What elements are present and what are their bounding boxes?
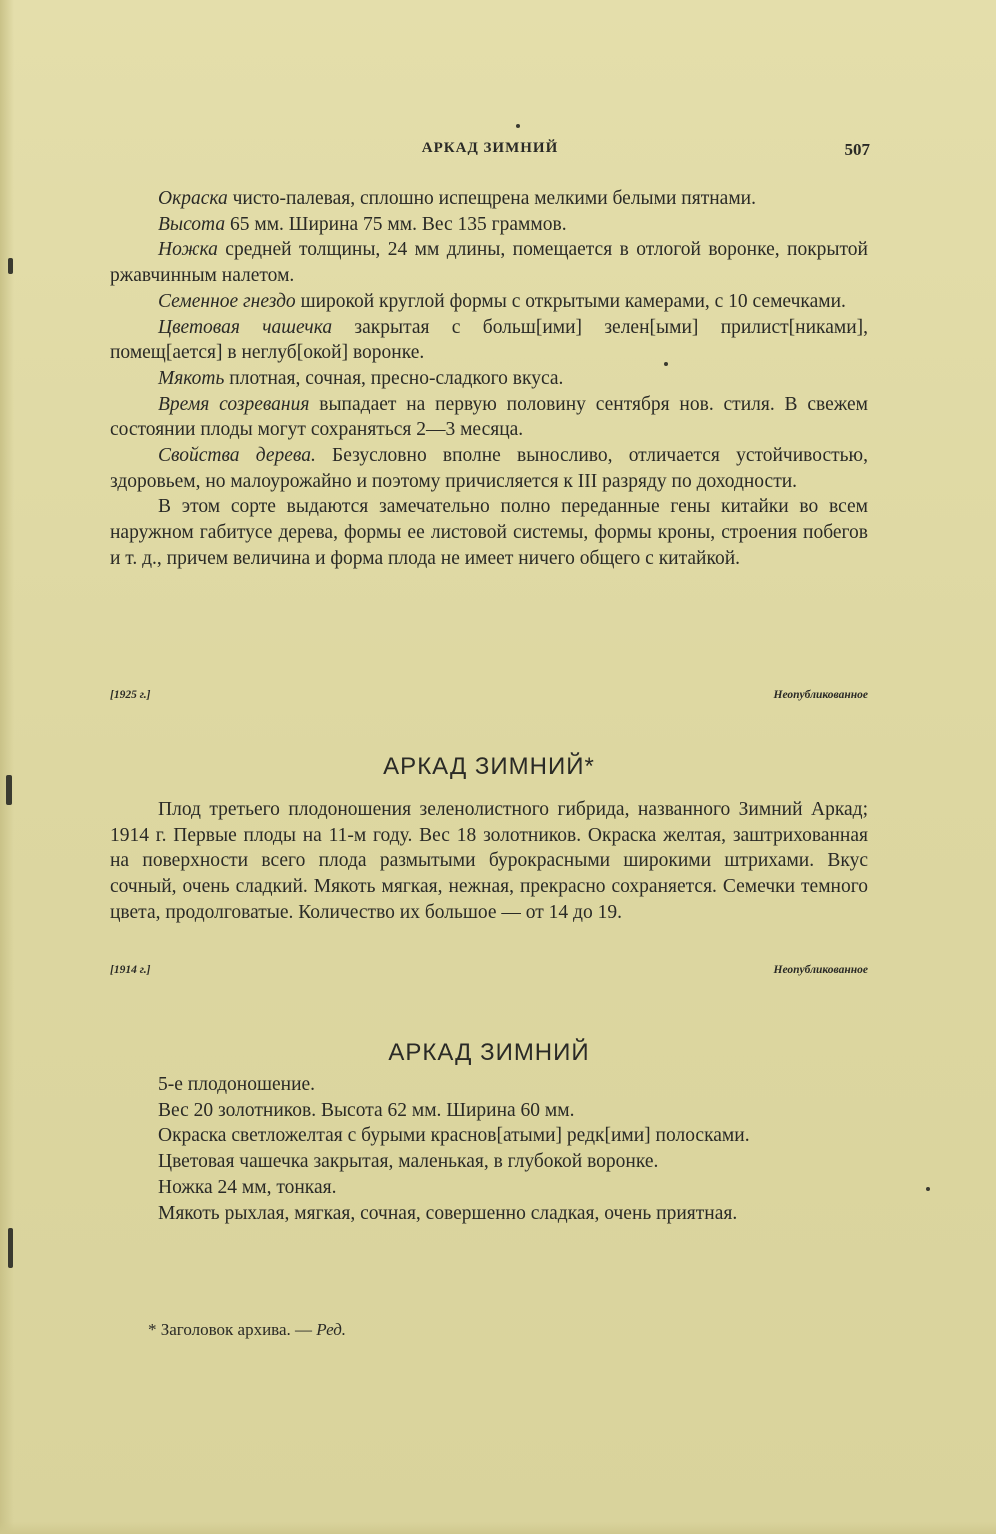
running-head (110, 140, 870, 164)
section-3-body (110, 1072, 868, 1226)
footnote-editor: Ред. (316, 1320, 347, 1339)
section-1-meta (110, 689, 868, 707)
paragraph (110, 494, 868, 571)
paragraph (110, 289, 868, 315)
term: Время созревания (158, 393, 310, 415)
scan-speck (926, 1187, 930, 1191)
footnote-text: * Заголовок архива. — (148, 1320, 317, 1339)
paragraph-text: закрытая с больш[ими] зелен[ыми] прилист[никами], помещ[ается] в неглуб[окой] воронке. (110, 316, 868, 364)
section-2-meta (110, 964, 868, 982)
section-2-title: АРКАД ЗИМНИЙ* (383, 753, 595, 780)
page-edge-shadow (0, 0, 14, 1534)
paragraph: Окраска светложелтая с бурыми краснов[атыми] редк[ими] полосками. (158, 1125, 750, 1147)
term: Ножка (158, 239, 218, 261)
paragraph (110, 237, 868, 288)
paragraph-text: В этом сорте выдаются замечательно полно переданные гены китайки во всем наружном габитусе дерева, формы ее листовой системы, формы кроны, строения побегов и т. д., причем величина и форма плода не имеет ничего общего с китайкой. (110, 496, 868, 569)
section-3-title: АРКАД ЗИМНИЙ (388, 1039, 590, 1066)
running-title: АРКАД ЗИМНИЙ (421, 140, 559, 156)
paragraph-text: Безусловно вполне выносливо, отличается устойчивостью, здоровьем, но малоурожайно и поэтому причисляется к III разряду по доходности. (110, 445, 868, 492)
paragraph (110, 366, 868, 392)
year-note: [1914 г.] (110, 964, 151, 976)
scan-speck (8, 1228, 13, 1268)
page-number: 507 (844, 140, 870, 159)
paragraph-text: чисто-палевая, сплошно испещрена мелкими белыми пятнами. (227, 188, 756, 209)
scan-speck (8, 258, 13, 274)
scan-speck (516, 124, 520, 128)
term: Свойства дерева. (158, 445, 316, 467)
paragraph-text: плотная, сочная, пресно-сладкого вкуса. (224, 367, 564, 389)
publication-status: Неопубликованное (773, 964, 868, 976)
paragraph (110, 443, 868, 494)
publication-status: Неопубликованное (773, 689, 868, 701)
paragraph: 5-е плодоношение. (158, 1074, 316, 1095)
term: Семенное гнездо (158, 290, 296, 312)
paragraph (110, 315, 868, 366)
year-note: [1925 г.] (110, 689, 151, 701)
scan-speck (6, 775, 12, 805)
paragraph: Вес 20 золотников. Высота 62 мм. Ширина 60 мм. (158, 1099, 575, 1121)
paragraph: Плод третьего плодоношения зеленолистного гибрида, названного Зимний Аркад; 1914 г. Первые плоды на 11-м году. Вес 18 золотников. Окраска желтая, заштрихованная на поверхности всего плода размытыми бурокрасными широкими штрихами. Вкус сочный, очень сладкий. Мякоть мягкая, нежная, прекрасно сохраняется. Семечки темного цвета, продолговатые. Количество их большое — от 14 до 19. (110, 799, 868, 923)
page-bottom-shadow (0, 1522, 996, 1534)
paragraph: Мякоть рыхлая, мягкая, сочная, совершенно сладкая, очень приятная. (158, 1202, 738, 1224)
paragraph (110, 392, 868, 443)
term: Высота (158, 213, 226, 235)
section-1-body (110, 186, 868, 572)
paragraph-text: средней толщины, 24 мм длины, помещается в отлогой воронке, покрытой ржавчинным налетом. (110, 239, 868, 287)
term: Окраска (158, 188, 228, 209)
scan-speck (664, 362, 668, 366)
paragraph: Ножка 24 мм, тонкая. (158, 1176, 337, 1198)
term: Мякоть (158, 367, 225, 389)
section-2-body (110, 797, 868, 926)
paragraph (110, 186, 868, 212)
term: Цветовая чашечка (158, 316, 333, 338)
paragraph-text: выпадает на первую половину сентября нов. стиля. В свежем состоянии плоды могут сохраняться 2—3 месяца. (110, 393, 868, 441)
footnote (148, 1320, 346, 1340)
paragraph: Цветовая чашечка закрытая, маленькая, в глубокой воронке. (158, 1151, 659, 1173)
paragraph-text: 65 мм. Ширина 75 мм. Вес 135 граммов. (225, 213, 567, 235)
paragraph-text: широкой круглой формы с открытыми камерами, с 10 семечками. (295, 290, 846, 312)
paragraph (110, 212, 868, 238)
